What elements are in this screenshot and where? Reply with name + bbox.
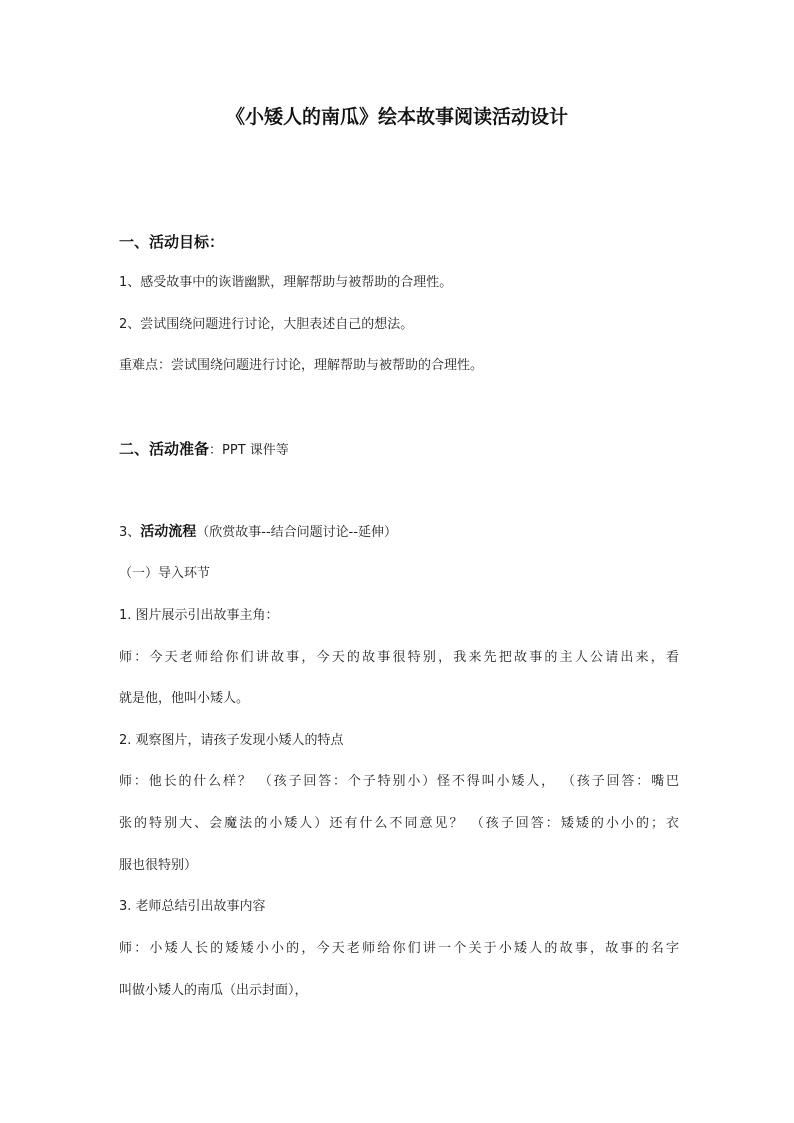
section-process: [119, 522, 679, 543]
subsection-intro: （一）导入环节: [119, 566, 211, 581]
paragraph-3-line-2: 叫做小矮人的南瓜（出示封面），: [119, 983, 308, 998]
goal-item-1: 1、感受故事中的诙谐幽默，理解帮助与被帮助的合理性。: [119, 275, 453, 290]
preparation-content: ：PPT 课件等: [209, 443, 289, 458]
step-3: 3. 老师总结引出故事内容: [119, 899, 266, 914]
step-2: 2. 观察图片，请孩子发现小矮人的特点: [119, 733, 344, 748]
section-number: 3、: [119, 525, 141, 540]
section-heading-preparation: 二、活动准备: [119, 440, 210, 458]
section-heading-goals: 一、活动目标：: [119, 233, 225, 251]
key-point: 重难点：尝试围绕问题进行讨论，理解帮助与被帮助的合理性。: [119, 358, 484, 373]
paragraph-3-line-1: 师：小矮人长的矮矮小小的，今天老师给你们讲一个关于小矮人的故事，故事的名字: [119, 941, 679, 956]
section-heading-process: 活动流程: [140, 524, 197, 540]
section-preparation: [119, 439, 679, 461]
paragraph-2-line-3: 服也很特别）: [119, 858, 198, 873]
document-title: 《小矮人的南瓜》绘本故事阅读活动设计: [225, 106, 568, 128]
process-note: （欣赏故事--结合问题讨论--延伸）: [196, 525, 398, 540]
paragraph-1-line-2: 就是他，他叫小矮人。: [119, 691, 250, 706]
goal-item-2: 2、尝试围绕问题进行讨论，大胆表述自己的想法。: [119, 317, 414, 332]
paragraph-2-line-2: 张的特别大、会魔法的小矮人）还有什么不同意见？ （孩子回答：矮矮的小小的；衣: [119, 816, 679, 831]
step-1: 1. 图片展示引出故事主角：: [119, 608, 279, 623]
paragraph-1-line-1: 师：今天老师给你们讲故事，今天的故事很特别，我来先把故事的主人公请出来，看: [119, 650, 679, 665]
paragraph-2-line-1: 师：他长的什么样？ （孩子回答：个子特别小）怪不得叫小矮人， （孩子回答：嘴巴: [119, 774, 679, 789]
